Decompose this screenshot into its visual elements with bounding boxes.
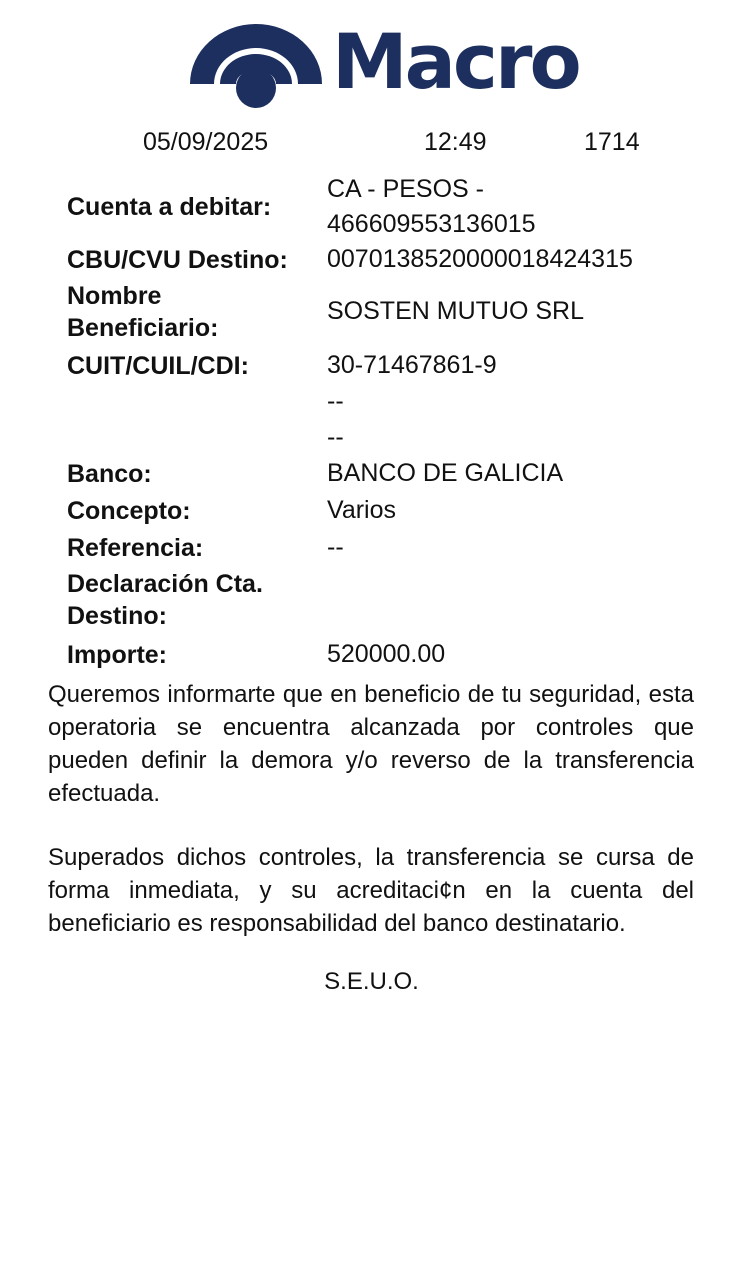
declaracion-label-line1: Declaración Cta. (67, 570, 263, 598)
macro-logo (186, 17, 579, 112)
importe-value: 520000.00 (327, 640, 446, 668)
banco-label: Banco: (67, 460, 152, 488)
nombre-label-line1: Nombre (67, 282, 162, 310)
macro-arc-icon (186, 22, 326, 112)
nombre-label (67, 280, 317, 344)
notice-paragraph-2: Superados dichos controles, la transferencia se cursa de forma inmediata, y su acreditaci¢n en la cuenta del beneficiario es responsabilidad del banco destinatario. (48, 844, 694, 937)
operation-time: 12:49 (424, 128, 487, 156)
referencia-label: Referencia: (67, 534, 204, 562)
concepto-label: Concepto: (67, 497, 191, 525)
cbu-value: 0070138520000018424315 (327, 245, 633, 273)
cuenta-value (327, 172, 727, 242)
declaracion-label-line2: Destino: (67, 602, 167, 630)
footer-seuo: S.E.U.O. (324, 968, 419, 995)
banco-value: BANCO DE GALICIA (327, 459, 564, 487)
cuenta-value-line2: 466609553136015 (327, 210, 536, 238)
nombre-value: SOSTEN MUTUO SRL (327, 297, 584, 325)
cuit-label: CUIT/CUIL/CDI: (67, 352, 249, 380)
nombre-label-line2: Beneficiario: (67, 314, 219, 342)
concepto-value: Varios (327, 496, 397, 524)
operation-code: 1714 (584, 128, 640, 156)
notice-paragraph-1: Queremos informarte que en beneficio de tu seguridad, esta operatoria se encuentra alcanzada por controles que pueden definir la demora y/o reverso de la transferencia efectuada. (48, 681, 694, 807)
declaracion-label (67, 568, 317, 632)
importe-label: Importe: (67, 641, 167, 669)
extra-value-1: -- (327, 387, 344, 415)
extra-value-2: -- (327, 423, 344, 451)
operation-date: 05/09/2025 (143, 128, 269, 156)
cbu-label: CBU/CVU Destino: (67, 246, 288, 274)
cuenta-label: Cuenta a debitar: (67, 193, 272, 221)
cuit-value: 30-71467861-9 (327, 351, 497, 379)
referencia-value: -- (327, 533, 344, 561)
brand-name: Macro (332, 17, 579, 106)
cuenta-value-line1: CA - PESOS - (327, 175, 484, 203)
